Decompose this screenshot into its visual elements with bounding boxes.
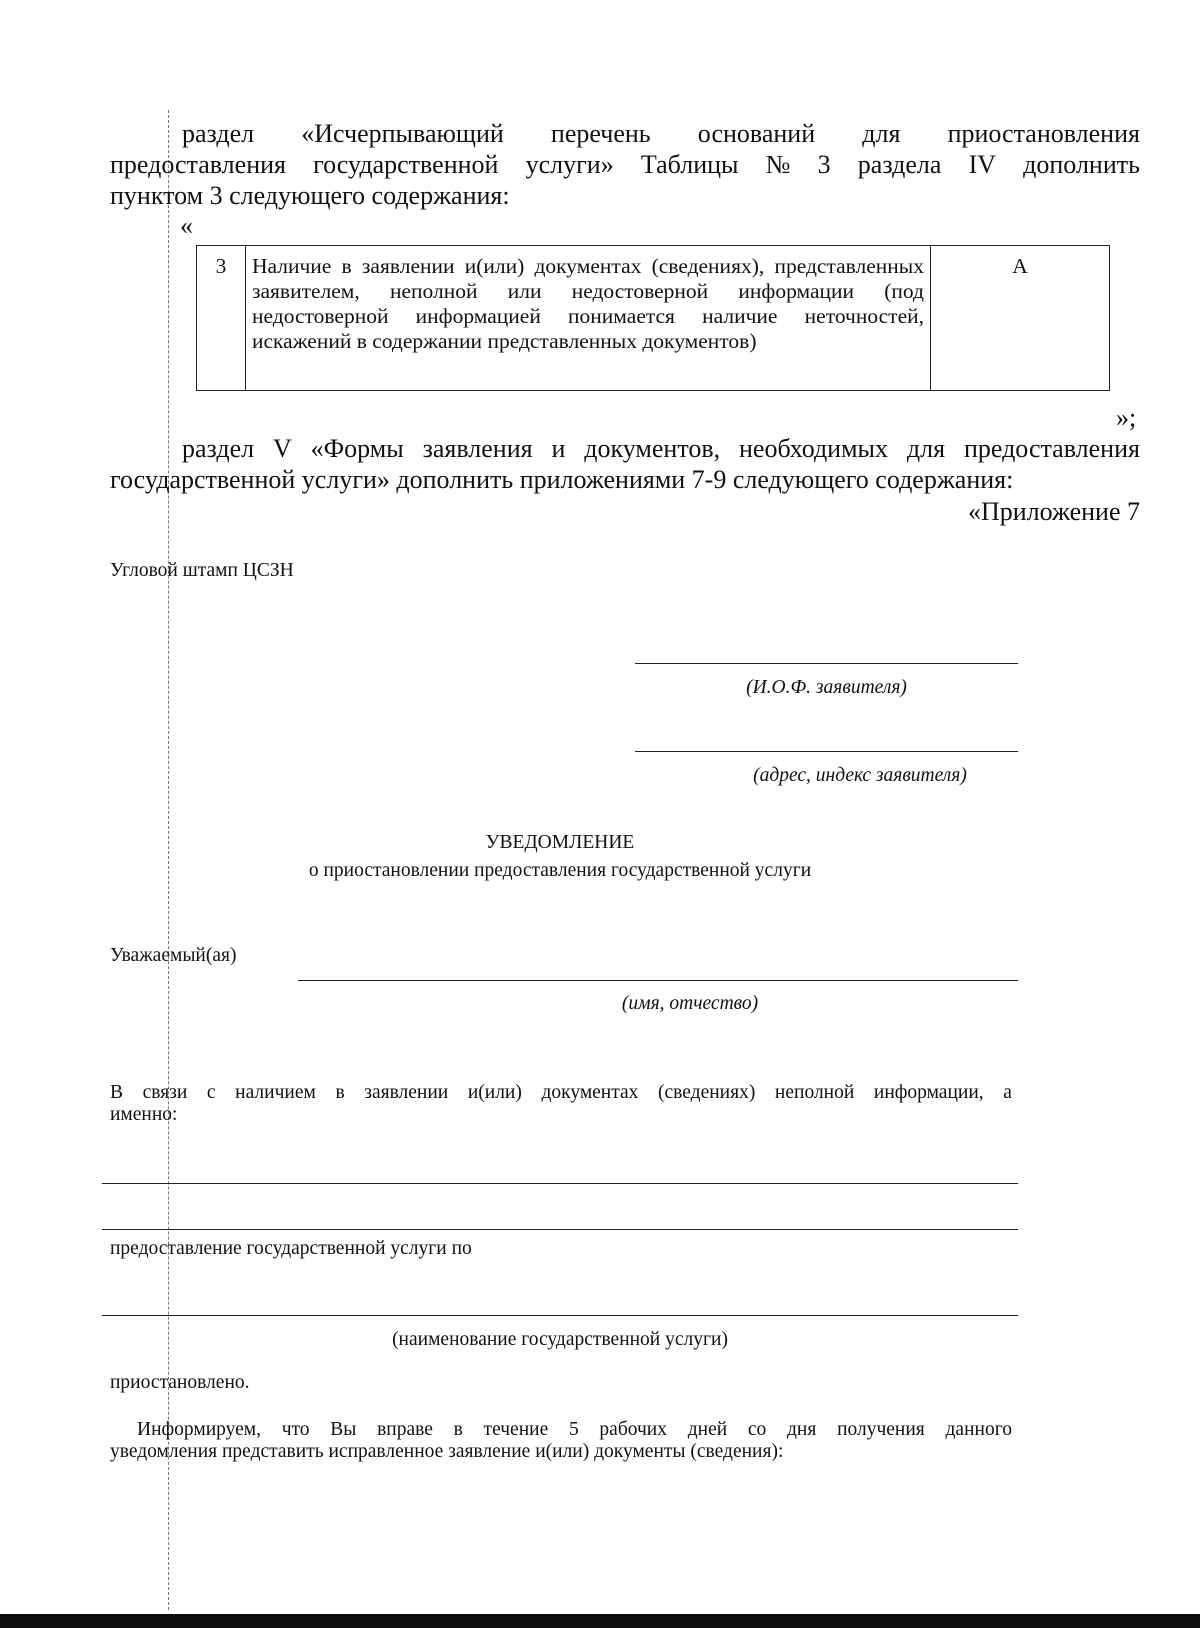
notice-subtitle: о приостановлении предоставления государственной услуги <box>308 860 812 881</box>
table-row <box>197 246 1110 391</box>
service-prefix: предоставление государственной услуги по <box>110 1238 472 1259</box>
scan-bottom-edge <box>0 1614 1200 1628</box>
reason-fill-line-1 <box>102 1183 1018 1184</box>
section5-line-2: государственной услуги» дополнить приложениями 7-9 следующего содержания: <box>110 465 1014 494</box>
intro-paragraph <box>110 118 1140 211</box>
reason-line-2: именно: <box>110 1104 178 1125</box>
inform-line-1: Информируем, что Вы вправе в течение 5 рабочих дней со дня получения данного <box>137 1419 1012 1440</box>
intro-line-2: предоставления государственной услуги» Таблицы № 3 раздела IV дополнить <box>110 150 1140 179</box>
reason-paragraph <box>110 1082 1012 1126</box>
row-code: А <box>931 246 1110 391</box>
notice-title: УВЕДОМЛЕНИЕ <box>485 832 635 853</box>
applicant-address-caption: (адрес, индекс заявителя) <box>753 765 967 786</box>
salutation-label: Уважаемый(ая) <box>110 945 237 966</box>
recipient-name-line <box>298 980 1018 981</box>
intro-line-1: раздел «Исчерпывающий перечень оснований для приостановления <box>182 119 1140 148</box>
row-number: 3 <box>197 246 246 391</box>
table-3 <box>196 245 1110 391</box>
suspended-label: приостановлено. <box>110 1372 250 1393</box>
reason-line-1: В связи с наличием в заявлении и(или) документах (сведениях) неполной информации, а <box>110 1082 1012 1103</box>
open-quote: « <box>180 211 193 240</box>
service-name-caption: (наименование государственной услуги) <box>392 1329 728 1350</box>
close-quote: »; <box>1116 403 1137 432</box>
appendix-label: «Приложение 7 <box>967 497 1140 526</box>
recipient-name-caption: (имя, отчество) <box>621 993 759 1014</box>
row-reason-text: Наличие в заявлении и(или) документах (сведениях), представленных заявителем, неполной или недостоверной информации (под недостоверной информацией понимается наличие неточностей, искажений в содержании представленных документов) <box>246 246 931 391</box>
applicant-name-caption: (И.О.Ф. заявителя) <box>746 677 907 698</box>
section5-paragraph <box>110 433 1140 495</box>
intro-line-3: пунктом 3 следующего содержания: <box>110 181 510 210</box>
corner-stamp-label: Угловой штамп ЦСЗН <box>110 560 294 581</box>
section5-line-1: раздел V «Формы заявления и документов, необходимых для предоставления <box>182 434 1140 463</box>
applicant-name-line <box>635 663 1018 664</box>
inform-line-2: уведомления представить исправленное заявление и(или) документы (сведения): <box>110 1441 784 1462</box>
service-name-line <box>102 1315 1018 1316</box>
reason-fill-line-2 <box>102 1229 1018 1230</box>
inform-paragraph <box>110 1419 1012 1463</box>
applicant-address-line <box>635 751 1018 752</box>
